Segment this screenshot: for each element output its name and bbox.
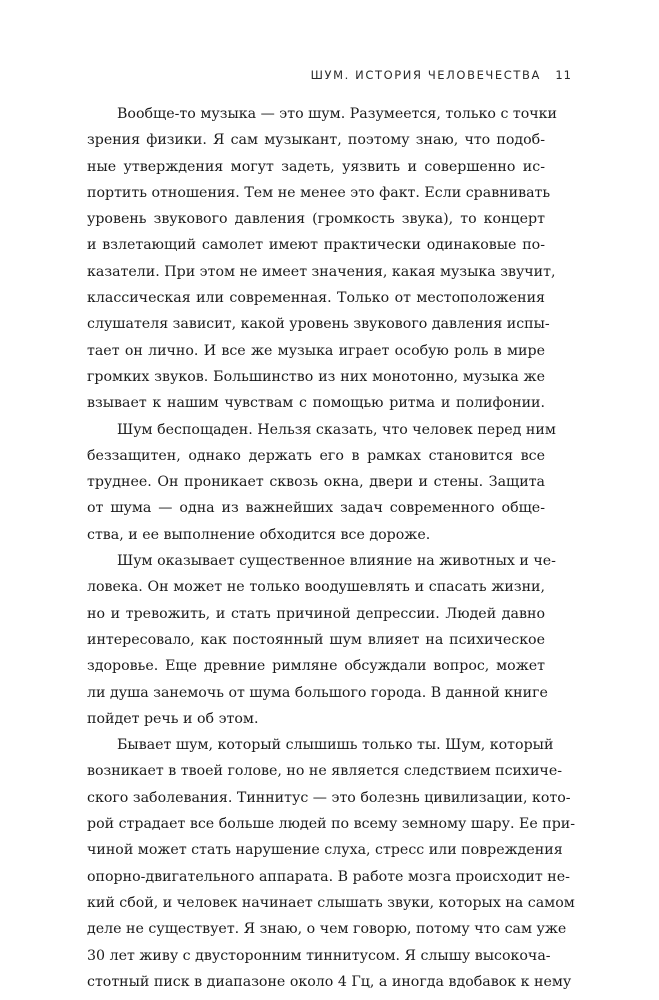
body-text <box>87 101 576 995</box>
text-line: ные утверждения могут задеть, уязвить и совершенно ис- <box>87 158 545 175</box>
text-line: здоровье. Еще древние римляне обсуждали вопрос, может <box>87 658 545 675</box>
text-line: стотный писк в диапазоне около 4 Гц, а иногда вдобавок к нему <box>87 973 572 990</box>
text-line: беззащитен, однако держать его в рамках становится все <box>87 447 545 464</box>
text-line: возникает в твоей голове, но не является следствием психиче- <box>87 763 563 780</box>
text-line: и взлетающий самолет имеют практически одинаковые по- <box>87 237 545 254</box>
text-line: интересовало, как постоянный шум влияет на психическое <box>87 631 545 648</box>
paragraph <box>87 101 557 417</box>
text-line: деле не существует. Я знаю, о чем говорю, потому что сам уже <box>87 921 567 938</box>
text-line: слушателя зависит, какой уровень звукового давления испы- <box>87 316 550 333</box>
text-line: кий сбой, и человек начинает слышать звуки, которых на самом <box>87 894 575 911</box>
text-line: Вообще-то музыка — это шум. Разумеется, только с точки <box>117 106 557 122</box>
text-line: рой страдает все больше людей по всему земному шару. Ее при- <box>87 816 576 833</box>
page-number: 11 <box>555 68 572 82</box>
paragraph <box>87 548 556 732</box>
text-line: 30 лет живу с двусторонним тиннитусом. Я слышу высокоча- <box>87 947 551 964</box>
text-line: Шум беспощаден. Нельзя сказать, что человек перед ним <box>117 421 556 438</box>
text-line: ства, и ее выполнение обходится все дороже. <box>87 526 431 543</box>
text-line: тает он лично. И все же музыка играет особую роль в мире <box>87 342 545 359</box>
text-line: ли душа занемочь от шума большого города. В данной книге <box>87 684 548 701</box>
text-line: казатели. При этом не имеет значения, какая музыка звучит, <box>87 263 556 280</box>
text-line: портить отношения. Тем не менее это факт. Если сравнивать <box>87 184 551 201</box>
text-line: классическая или современная. Только от местоположения <box>87 290 545 307</box>
text-line: громких звуков. Большинство из них монотонно, музыка же <box>87 368 545 385</box>
text-line: труднее. Он проникает сквозь окна, двери и стены. Защита <box>87 474 545 491</box>
text-line: зрения физики. Я сам музыкант, поэтому знаю, что подоб- <box>87 132 545 149</box>
text-line: но и тревожить, и стать причиной депрессии. Людей давно <box>87 605 545 622</box>
text-line: уровень звукового давления (громкость звука), то концерт <box>87 211 545 228</box>
text-line: чиной может стать нарушение слуха, стресс или повреждения <box>87 842 563 859</box>
text-line: Бывает шум, который слышишь только ты. Шум, который <box>117 737 554 754</box>
text-line: ловека. Он может не только воодушевлять и спасать жизни, <box>87 579 545 596</box>
text-line: от шума — одна из важнейших задач современного обще- <box>87 500 545 517</box>
running-header: ШУМ. ИСТОРИЯ ЧЕЛОВЕЧЕСТВА <box>310 68 541 82</box>
paragraph <box>87 732 576 995</box>
text-line: взывает к нашим чувствам с помощью ритма и полифонии. <box>87 395 545 412</box>
paragraph <box>87 417 556 548</box>
text-line: Шум оказывает существенное влияние на животных и че- <box>117 553 556 570</box>
text-line: ского заболевания. Тиннитус — это болезнь цивилизации, кото- <box>87 789 571 806</box>
text-line: пойдет речь и об этом. <box>87 710 259 727</box>
text-line: опорно-двигательного аппарата. В работе мозга происходит не- <box>87 868 570 885</box>
